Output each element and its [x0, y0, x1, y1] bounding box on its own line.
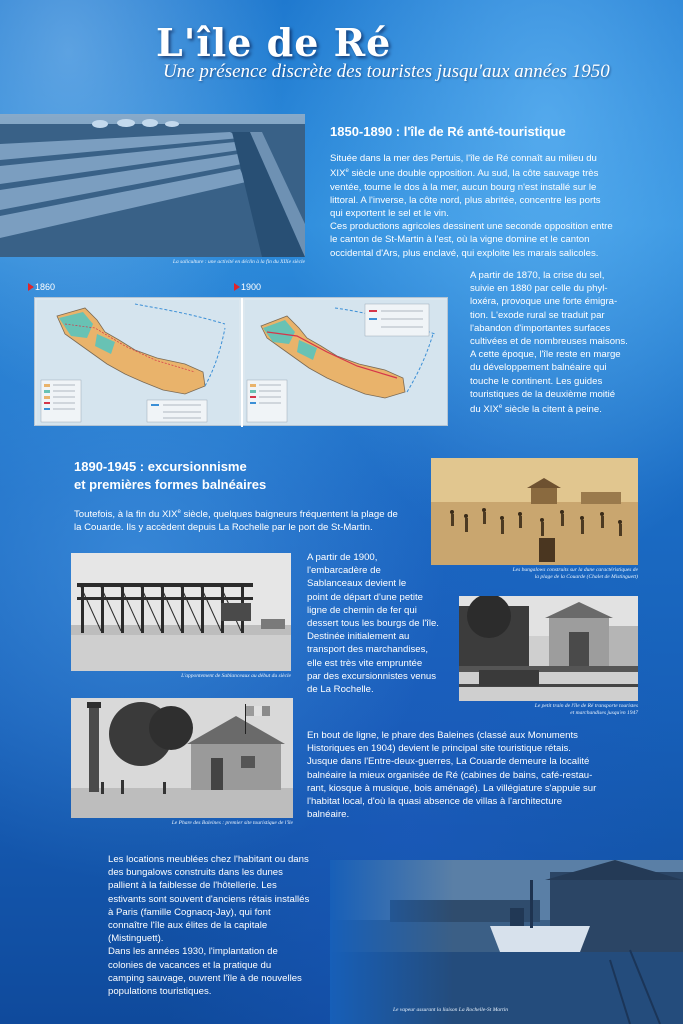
section1-heading: 1850-1890 : l'île de Ré anté-touristique [330, 124, 566, 139]
train-photo [459, 596, 638, 701]
map-label-1900: 1900 [234, 282, 261, 292]
page-subtitle: Une présence discrète des touristes jusqu'aux années 1950 [163, 61, 610, 82]
maps-illustration [35, 298, 449, 427]
lighthouse-text: En bout de ligne, le phare des Baleines (classé aux Monuments Historiques en 1904) devient le principal site touristique rétais. Jusque dans l'Entre-deux-guerres, La Couarde demeure la localité balnéaire la mieux organisée de Ré (cabines de bains, café-restau- rant, kiosque à musique, bois aménagé). La villégiature s'appuie sur l'habitat local, d'où la quasi absence de villas à l'architecture balnéaire. [307, 730, 597, 821]
crisis-text: A partir de 1870, la crise du sel, suivie en 1880 par celle du phyl- loxéra, provoque une forte émigra- tion. L'exode rural se traduit par l'abandon d'importantes surfaces cultivées et de nombreuses maisons. A cette époque, l'île reste en marge du développement balnéaire qui touche le continent. Les guides touristiques de la deuxième moitié du XIXe siècle la citent à peine. [470, 270, 628, 416]
page-title: L'île de Ré [156, 20, 392, 65]
rentals-text: Les locations meublées chez l'habitant ou dans des bungalows construits dans les dunes pallient à la faiblesse de l'hôtellerie. Les estivants sont souvent d'anciens rétais installés à Paris (famille Cognacq-Jay), qui font connaître l'île aux élites de la capitale (Mistinguett). Dans les années 1930, l'implantation de colonies de vacances et la pratique du camping sauvage, ouvrent l'île à de nouvelles populations touristiques. [108, 854, 310, 998]
marker-triangle-icon [234, 283, 240, 291]
train-caption: Le petit train de l'île de Ré transporte touristes et marchandises jusqu'en 1947 [534, 703, 638, 716]
salt-marsh-photo [0, 114, 305, 257]
section2-intro: Toutefois, à la fin du XIXe siècle, quelques baigneurs fréquentent la plage de la Couarde. Ils y accèdent depuis La Rochelle par le port de St-Martin. [74, 509, 398, 534]
beach-caption: Les bungalows construits sur la dune caractéristiques de la plage de la Couarde (Chalet de Mistinguett) [512, 567, 638, 580]
harbor-caption: Le vapeur assurant la liaison La Rochelle-St Martin [392, 1007, 508, 1013]
beach-photo [431, 458, 638, 565]
pier-caption: L'appontement de Sablanceaux au début du siècle [181, 673, 291, 679]
lighthouse-photo [71, 698, 293, 818]
pier-photo [71, 553, 291, 671]
map-label-1860: 1860 [28, 282, 55, 292]
lighthouse-caption: Le Phare des Baleines : premier site touristique de l'île [171, 820, 293, 826]
maps-panel [34, 297, 448, 426]
salt-marsh-caption: La saliculture : une activité en déclin à la fin du XIXe siècle [172, 259, 305, 265]
harbor-photo [330, 860, 683, 1024]
section1-text: Située dans la mer des Pertuis, l'île de Ré connaît au milieu du XIXe siècle une double opposition. Au sud, la côte sauvage très ventée, tourne le dos à la mer, aucun bourg n'est installé sur le littoral. A l'inverse, la côte nord, plus abritée, concentre les ports qui exportent le sel et le vin. Ces productions agricoles dessinent une seconde opposition entre le canton de St-Martin à l'est, où la vigne domine et le canton occidental d'Ars, plus enclavé, qui exploite les marais salicoles. [330, 153, 613, 259]
pier-text: A partir de 1900, l'embarcadère de Sablanceaux devient le point de départ d'une petite ligne de chemin de fer qui dessert tous les bourgs de l'île. Destinée initialement au transport des marchandises, elle est très vite empruntée par des excursionnistes venus de La Rochelle. [307, 552, 439, 696]
marker-triangle-icon [28, 283, 34, 291]
section2-heading: 1890-1945 : excursionnisme et premières formes balnéaires [74, 459, 267, 492]
